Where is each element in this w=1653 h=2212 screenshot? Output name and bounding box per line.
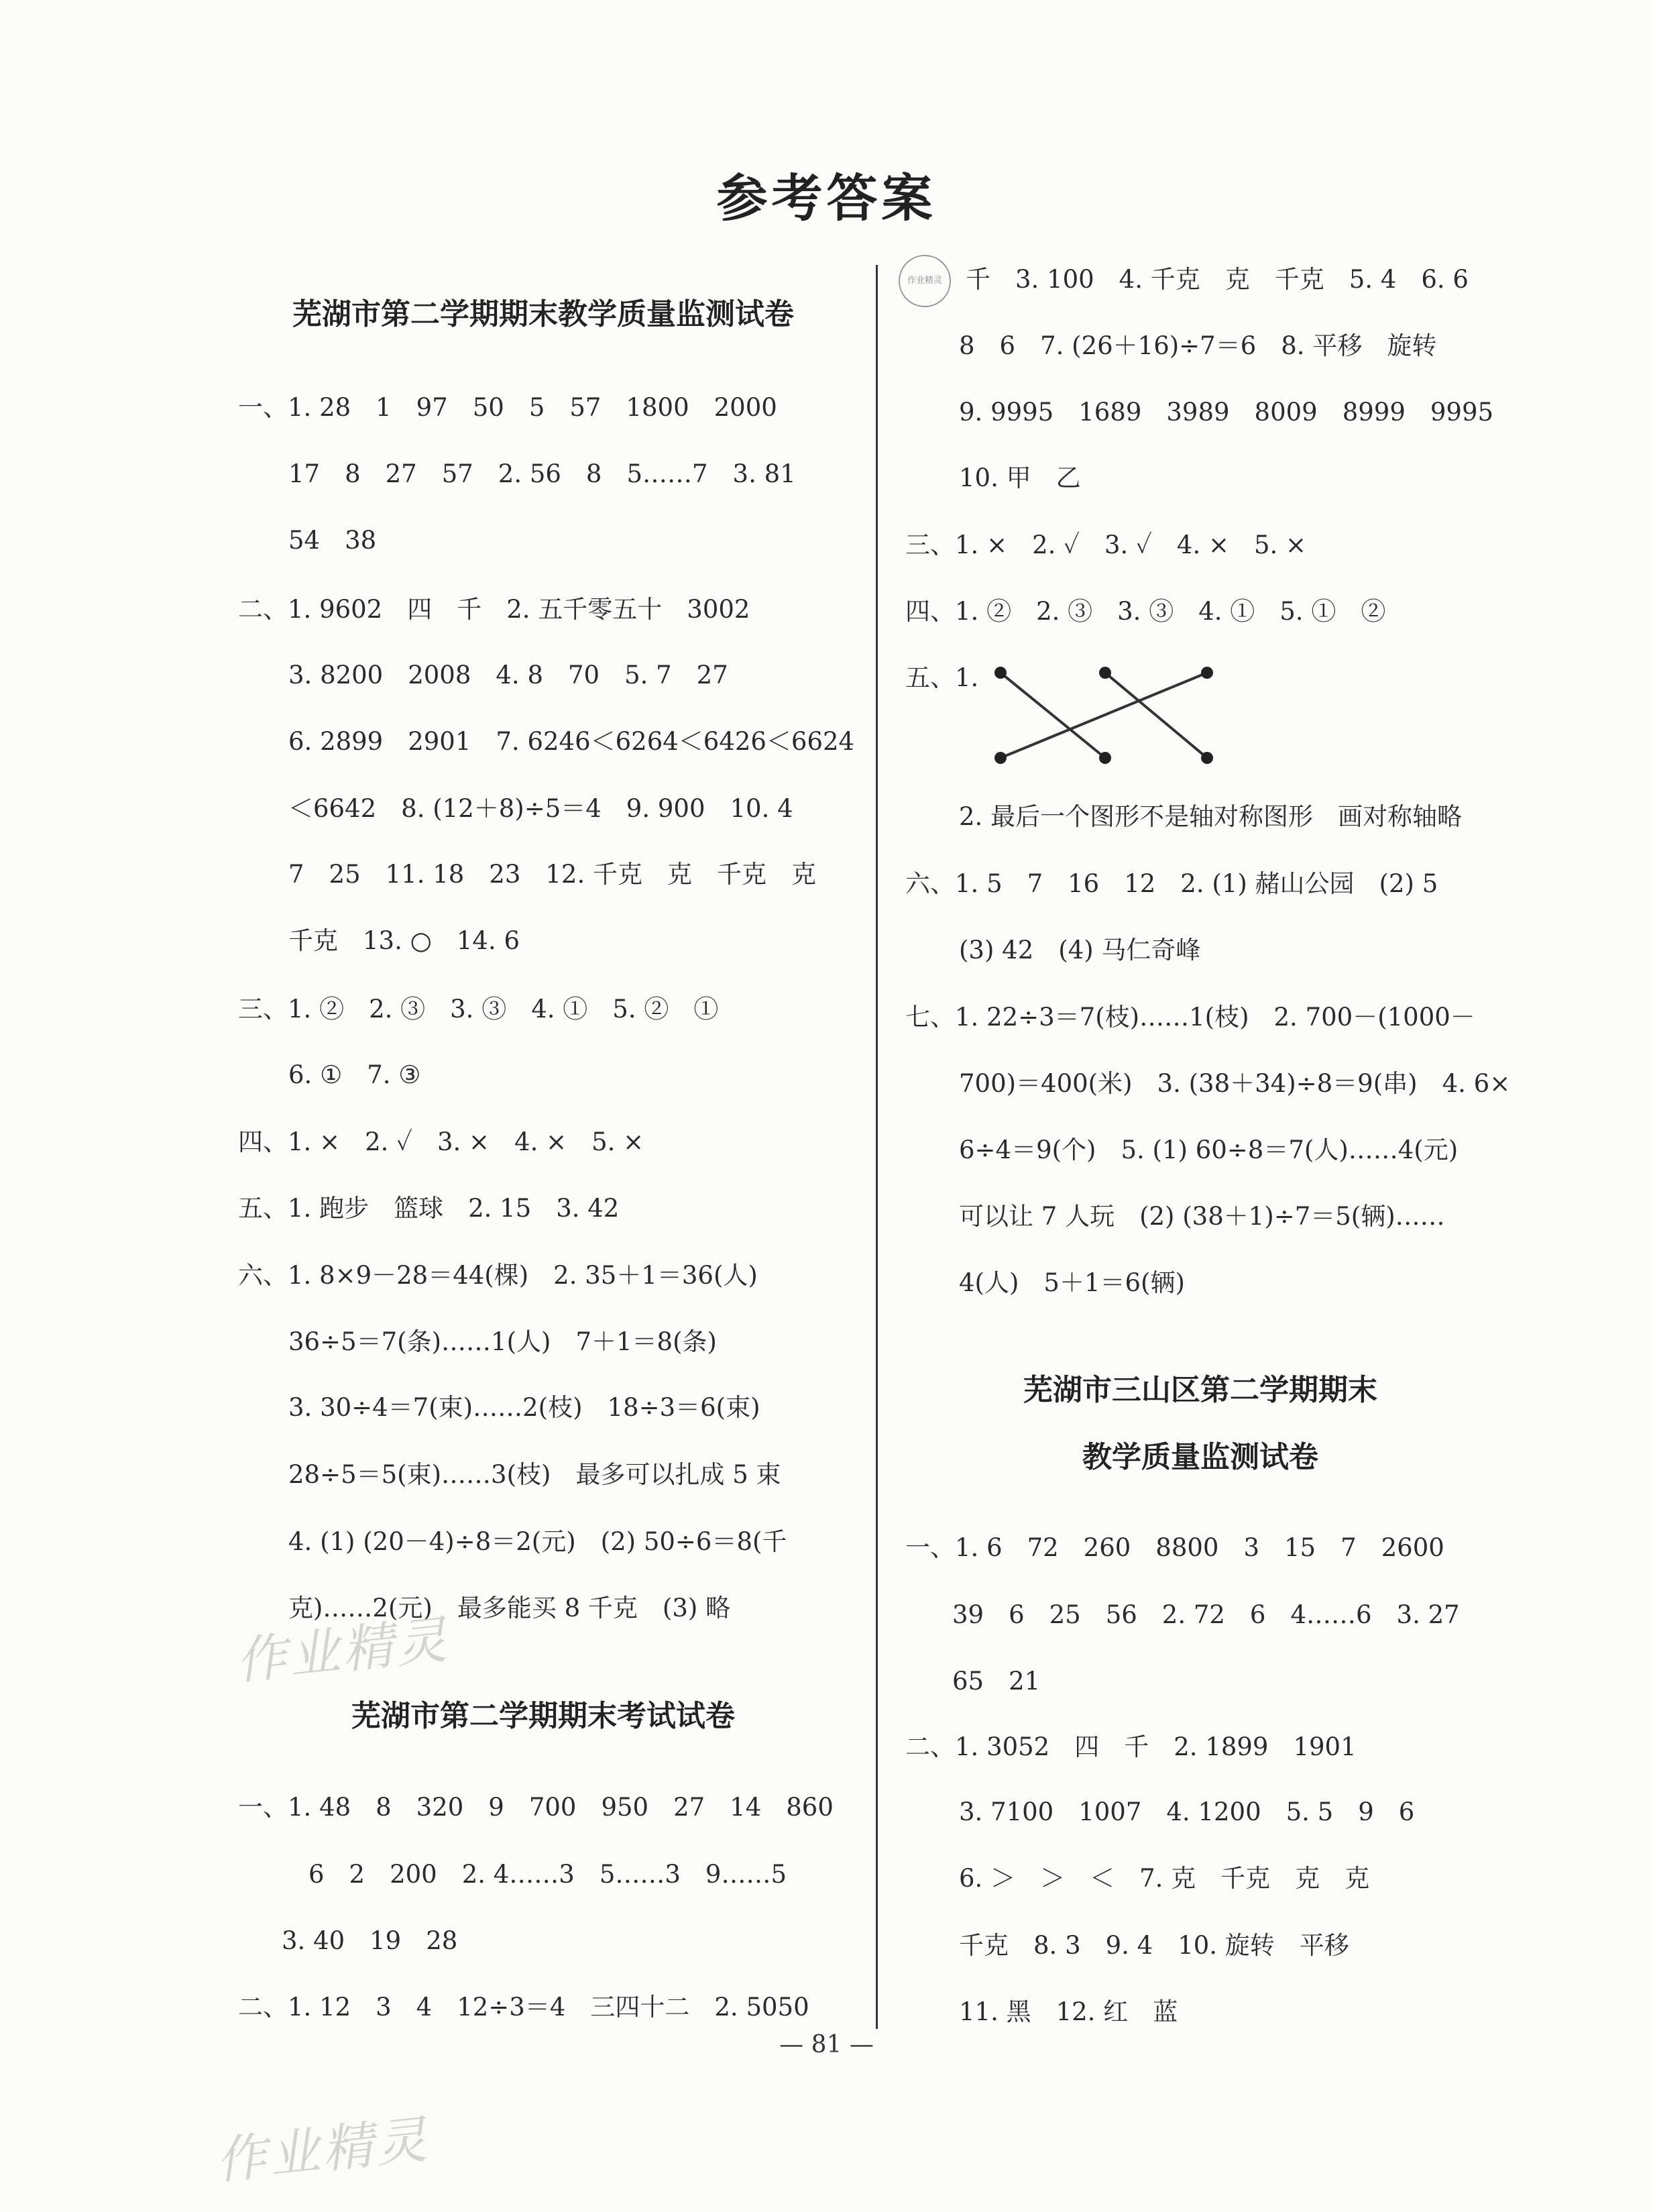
page-number: — 81 — — [779, 2031, 874, 2058]
answer-line: 三、1. × 2. ✓ 3. ✓ 4. × 5. × — [905, 531, 1307, 559]
answer-line: 3. 7100 1007 4. 1200 5. 5 9 6 — [959, 1798, 1415, 1826]
watermark: 作业精灵 — [212, 2109, 433, 2191]
answer-line: 6÷4＝9(个) 5. (1) 60÷8＝7(人)……4(元) — [959, 1136, 1459, 1164]
answer-line: 36÷5＝7(条)……1(人) 7＋1＝8(条) — [288, 1327, 717, 1356]
answer-line: 二、1. 12 3 4 12÷3＝4 三四十二 2. 5050 — [238, 1993, 809, 2022]
match-dot — [1099, 667, 1111, 679]
answer-line: 6 2 200 2. 4……3 5……3 9……5 — [308, 1860, 787, 1889]
match-dot — [994, 752, 1007, 764]
section-heading: 芜湖市三山区第二学期期末 — [1023, 1373, 1377, 1407]
answer-line: 7 25 11. 18 23 12. 千克 克 千克 克 — [288, 860, 816, 889]
answer-line: 克)……2(元) 最多能买 8 千克 (3) 略 — [288, 1594, 731, 1622]
answer-line: 千克 8. 3 9. 4 10. 旋转 平移 — [959, 1931, 1349, 1960]
answer-line: 六、1. 5 7 16 12 2. (1) 赭山公园 (2) 5 — [905, 869, 1438, 898]
answer-line: 二、1. 3052 四 千 2. 1899 1901 — [905, 1732, 1357, 1761]
answer-line: 6. 2899 2901 7. 6246＜6264＜6426＜6624 — [288, 727, 855, 756]
answer-line: ＜6642 8. (12＋8)÷5＝4 9. 900 10. 4 — [288, 794, 793, 823]
match-dot — [1201, 752, 1213, 764]
answer-line: 一、1. 6 72 260 8800 3 15 7 2600 — [905, 1533, 1444, 1562]
answer-line: 8 6 7. (26＋16)÷7＝6 8. 平移 旋转 — [959, 331, 1437, 360]
answer-line: 二、1. 9602 四 千 2. 五千零五十 3002 — [238, 595, 750, 624]
match-dot — [1099, 752, 1111, 764]
answer-line: 17 8 27 57 2. 56 8 5……7 3. 81 — [288, 459, 796, 488]
answer-line: 六、1. 8×9－28＝44(棵) 2. 35＋1＝36(人) — [238, 1261, 758, 1290]
match-dot — [994, 667, 1007, 679]
matching-diagram — [979, 654, 1227, 775]
answer-line: 6. ① 7. ③ — [288, 1060, 421, 1089]
answer-line: 千克 13. ○ 14. 6 — [288, 926, 520, 955]
answer-line: 一、1. 28 1 97 50 5 57 1800 2000 — [238, 393, 777, 422]
answer-line: 6. ＞ ＞ ＜ 7. 克 千克 克 克 — [959, 1864, 1370, 1893]
column-divider — [876, 265, 878, 2029]
answer-line: 9. 9995 1689 3989 8009 8999 9995 — [959, 398, 1494, 427]
answer-line: 4(人) 5＋1＝6(辆) — [959, 1268, 1185, 1297]
section-heading: 教学质量监测试卷 — [1082, 1440, 1318, 1474]
answer-line: 28÷5＝5(束)……3(枝) 最多可以扎成 5 束 — [288, 1460, 781, 1489]
watermark: 作业精灵 — [232, 1609, 453, 1692]
section-heading: 芜湖市第二学期期末考试试卷 — [351, 1699, 735, 1733]
match-dot — [1201, 667, 1213, 679]
answer-line: 五、1. — [905, 663, 979, 692]
answer-line: 四、1. × 2. ✓ 3. × 4. × 5. × — [238, 1127, 644, 1156]
match-line — [1001, 673, 1207, 758]
answer-line: 65 21 — [952, 1667, 1041, 1696]
answer-line: 2. 最后一个图形不是轴对称图形 画对称轴略 — [959, 802, 1463, 831]
answer-line: 700)＝400(米) 3. (38＋34)÷8＝9(串) 4. 6× — [959, 1069, 1511, 1098]
answer-line: 11. 黑 12. 红 蓝 — [959, 1997, 1178, 2026]
answer-line: 3. 30÷4＝7(束)……2(枝) 18÷3＝6(束) — [288, 1393, 760, 1422]
answer-line: 可以让 7 人玩 (2) (38＋1)÷7＝5(辆)…… — [959, 1202, 1445, 1231]
answer-line: 3. 8200 2008 4. 8 70 5. 7 27 — [288, 661, 728, 689]
logo-stamp: 作业精灵 — [899, 255, 951, 307]
answer-line: 千 3. 100 4. 千克 克 千克 5. 4 6. 6 — [966, 265, 1469, 294]
answer-line: 一、1. 48 8 320 9 700 950 27 14 860 — [238, 1793, 834, 1822]
section-heading: 芜湖市第二学期期末教学质量监测试卷 — [292, 297, 794, 331]
match-line — [1105, 673, 1207, 758]
answer-line: 39 6 25 56 2. 72 6 4……6 3. 27 — [952, 1600, 1460, 1629]
answer-line: 五、1. 跑步 篮球 2. 15 3. 42 — [238, 1194, 620, 1223]
page-title: 参考答案 — [716, 168, 937, 228]
answer-line: 四、1. ② 2. ③ 3. ③ 4. ① 5. ① ② — [905, 597, 1386, 626]
answer-line: (3) 42 (4) 马仁奇峰 — [959, 936, 1201, 964]
answer-line: 3. 40 19 28 — [282, 1926, 458, 1955]
answer-line: 54 38 — [288, 526, 377, 555]
answer-line: 七、1. 22÷3＝7(枝)……1(枝) 2. 700－(1000－ — [905, 1003, 1475, 1032]
answer-line: 10. 甲 乙 — [959, 463, 1081, 492]
answer-line: 三、1. ② 2. ③ 3. ③ 4. ① 5. ② ① — [238, 995, 719, 1024]
match-line — [1001, 673, 1105, 758]
answer-line: 4. (1) (20－4)÷8＝2(元) (2) 50÷6＝8(千 — [288, 1527, 787, 1556]
